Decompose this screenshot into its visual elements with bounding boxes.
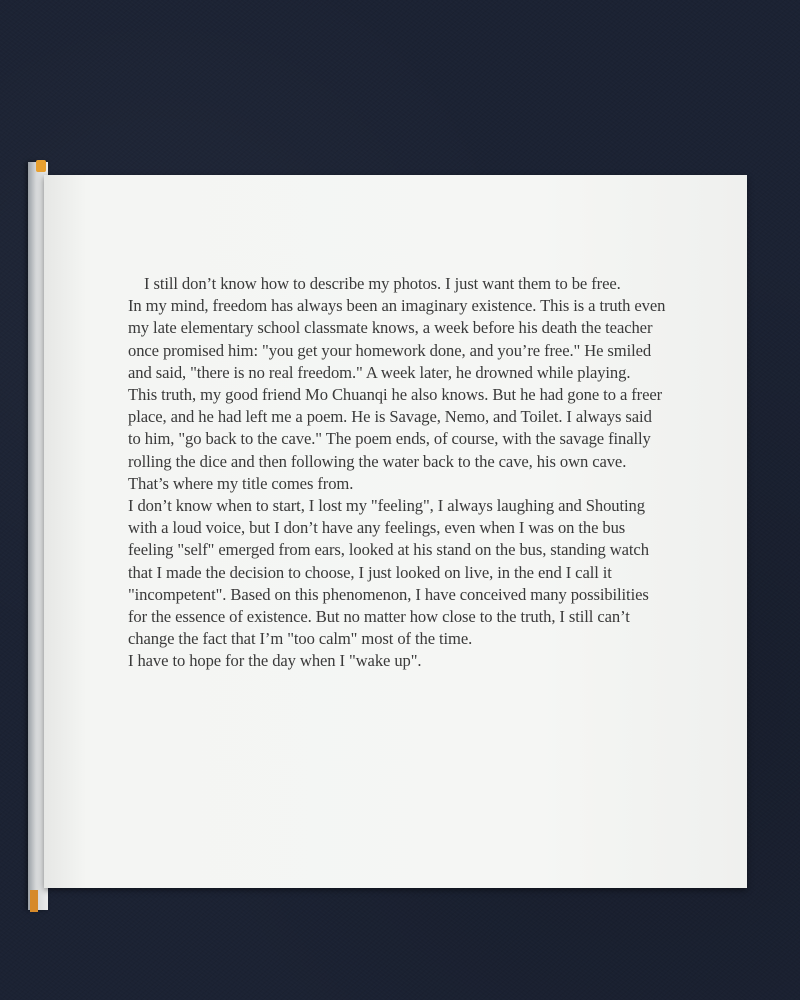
paragraph-4: That’s where my title comes from. — [128, 473, 354, 493]
page-text — [128, 273, 668, 673]
book-cover-edge — [30, 890, 38, 912]
paragraph-5: I don’t know when to start, I lost my "feeling", I always laughing and Shouting with a loud voice, but I don’t have any feelings, even when I was on the bus feeling "self" emerged from ears, looked at his stand on the bus, standing watch that I made the decision to choose, I just looked on live, in the end I call it "incompetent". Based on this phenomenon, I have conceived many possibilities for the essence of existence. But no matter how close to the truth, I still can’t change the fact that I’m "too calm" most of the time. — [128, 496, 649, 649]
book-page — [44, 175, 747, 888]
paragraph-2: In my mind, freedom has always been an imaginary existence. This is a truth even my late elementary school classmate knows, a week before his death the teacher once promised him: "you get your homework done, and you’re free." He smiled and said, "there is no real freedom." A week later, he drowned while playing. — [128, 296, 666, 382]
paragraph-3: This truth, my good friend Mo Chuanqi he also knows. But he had gone to a freer place, and he had left me a poem. He is Savage, Nemo, and Toilet. I always said to him, "go back to the cave." The poem ends, of course, with the savage finally rolling the dice and then following the water back to the cave, his own cave. — [128, 385, 663, 471]
book-spine-ribbon — [36, 160, 46, 172]
paragraph-1: I still don’t know how to describe my photos. I just want them to be free. — [144, 274, 621, 293]
paragraph-6: I have to hope for the day when I "wake up". — [128, 651, 422, 671]
